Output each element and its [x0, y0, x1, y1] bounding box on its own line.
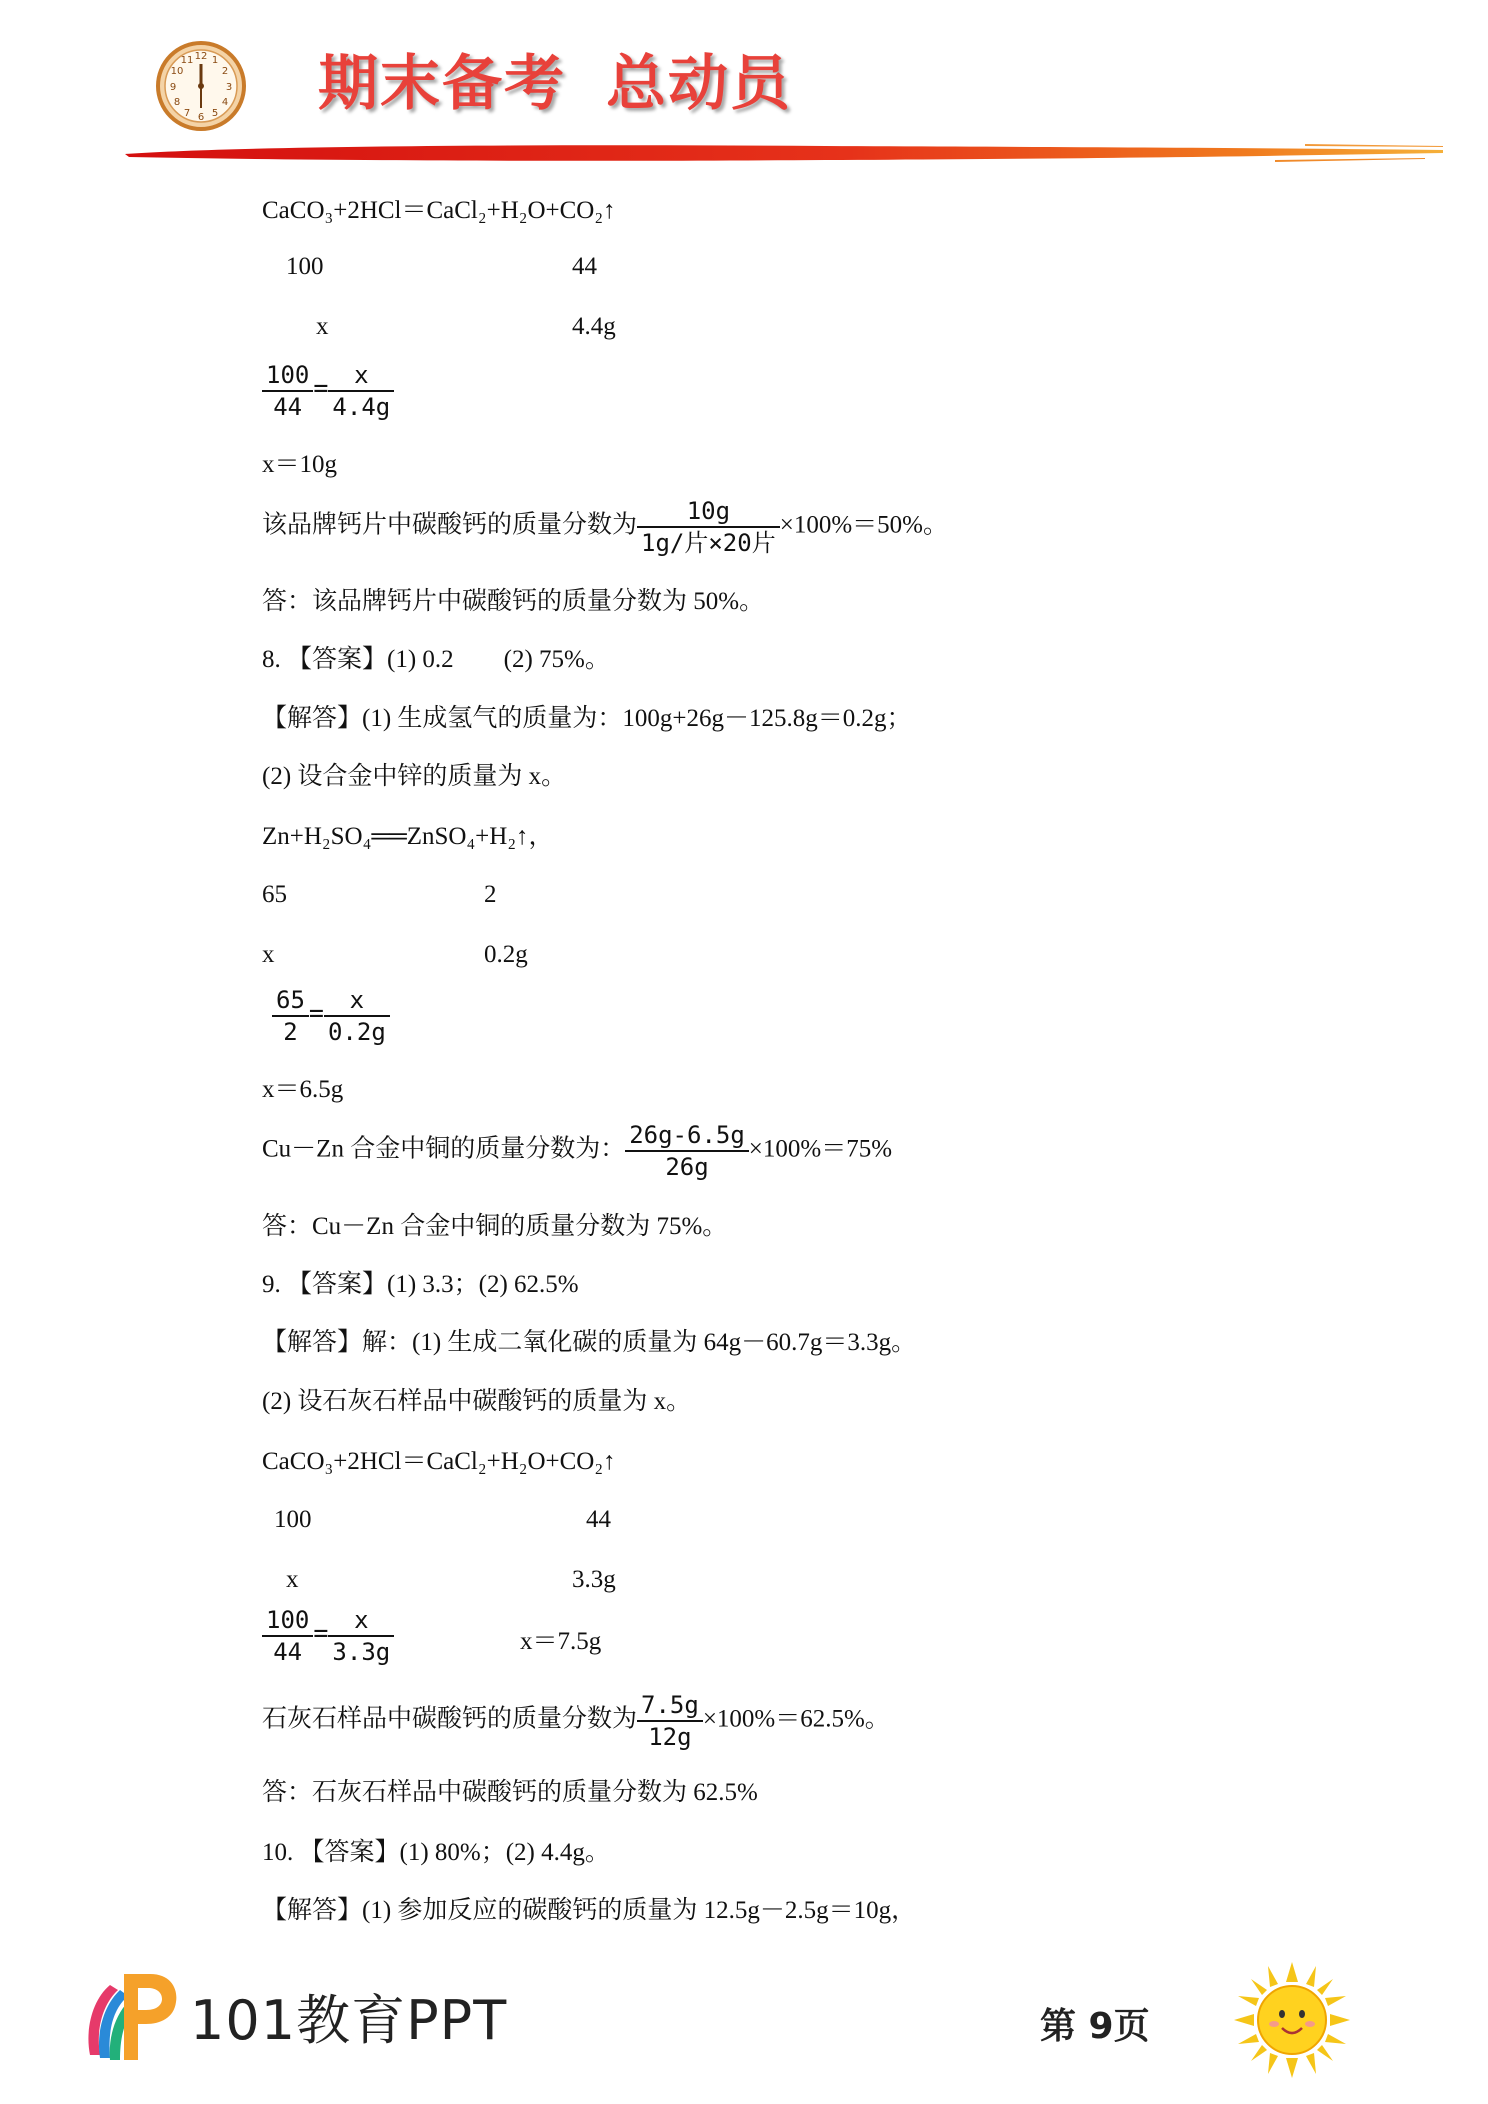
fraction-numerator: x — [354, 361, 369, 389]
fraction-denominator: 12g — [637, 1720, 703, 1752]
footer — [0, 1940, 1488, 2104]
percentage-result: ×100%＝62.5%。 — [702, 1705, 890, 1733]
solution-line: (2) 设合金中锌的质量为 x。 — [262, 763, 567, 790]
fraction-numerator: 100 — [266, 1606, 310, 1634]
clock-num: 12 — [194, 51, 208, 62]
question-answer: 9. 【答案】(1) 3.3；(2) 62.5% — [262, 1271, 579, 1298]
page-title — [318, 36, 792, 122]
clock-num: 6 — [197, 112, 205, 123]
page-number: 第 9页 — [1040, 2006, 1150, 2047]
solution-line: (2) 设石灰石样品中碳酸钙的质量为 x。 — [262, 1388, 692, 1415]
fraction-denominator: 2 — [272, 1015, 309, 1047]
ratio-value: 100 — [286, 253, 324, 280]
equals-sign: = — [308, 998, 324, 1028]
solution-line: 【解答】解：(1) 生成二氧化碳的质量为 64g－60.7g＝3.3g。 — [262, 1329, 917, 1356]
clock-num: 7 — [183, 108, 191, 119]
equals-sign: = — [313, 1618, 329, 1648]
ratio-value: x — [286, 1566, 299, 1593]
proportion-formula — [262, 1605, 394, 1667]
fraction-denominator: 0.2g — [324, 1015, 390, 1047]
equation-zn: Zn+H₂SO₄══ZnSO₄+H₂↑， — [262, 823, 554, 850]
fraction-denominator: 4.4g — [328, 390, 394, 422]
clock-num: 1 — [211, 55, 219, 66]
ratio-value: 44 — [572, 253, 597, 280]
percentage-line — [262, 496, 948, 558]
fraction-numerator: x — [349, 986, 365, 1014]
clock-num: 2 — [221, 66, 229, 77]
percentage-result: ×100%＝75% — [748, 1135, 893, 1163]
ratio-value: 0.2g — [484, 941, 528, 968]
clock-num: 5 — [211, 108, 219, 119]
equals-sign: = — [313, 373, 329, 403]
ratio-value: 4.4g — [572, 313, 616, 340]
brand-name: 101教育PPT — [190, 1989, 508, 2052]
fraction-numerator: 26g-6.5g — [629, 1121, 745, 1149]
percentage-line — [262, 1690, 890, 1752]
proportion-formula — [272, 985, 390, 1047]
title-part1: 期末备考 — [318, 49, 566, 119]
equation-caco3-2: CaCO₃+2HCl＝CaCl₂+H₂O+CO₂↑ — [262, 1448, 616, 1475]
question-answer: 10. 【答案】(1) 80%；(2) 4.4g。 — [262, 1839, 610, 1866]
clock-num: 9 — [169, 82, 177, 93]
clock-num: 8 — [173, 97, 181, 108]
clock-num: 4 — [221, 97, 229, 108]
answer-line: 答：Cu－Zn 合金中铜的质量分数为 75%。 — [262, 1213, 728, 1240]
clock-num: 10 — [170, 66, 184, 77]
sun-icon — [1232, 1960, 1352, 2080]
title-part2: 总动员 — [606, 49, 792, 119]
header — [0, 0, 1488, 170]
clock-num: 3 — [225, 82, 233, 93]
solution-line: 【解答】(1) 参加反应的碳酸钙的质量为 12.5g－2.5g＝10g， — [262, 1897, 917, 1924]
fraction-denominator: 44 — [262, 390, 313, 422]
percentage-label: 石灰石样品中碳酸钙的质量分数为 — [262, 1705, 638, 1733]
solution-line: 【解答】(1) 生成氢气的质量为：100g+26g－125.8g＝0.2g； — [262, 705, 912, 732]
fraction-numerator: 100 — [266, 361, 310, 389]
result-line: x＝6.5g — [262, 1076, 344, 1103]
ratio-value: 100 — [274, 1506, 312, 1533]
percentage-label: Cu－Zn 合金中铜的质量分数为： — [262, 1135, 626, 1163]
percentage-line — [262, 1120, 892, 1182]
percentage-label: 该品牌钙片中碳酸钙的质量分数为 — [262, 511, 638, 539]
ratio-value: 3.3g — [572, 1566, 616, 1593]
fraction-numerator: x — [354, 1606, 369, 1634]
question-answer: 8. 【答案】(1) 0.2 (2) 75%。 — [262, 646, 610, 673]
fraction-denominator: 3.3g — [328, 1635, 394, 1667]
result-line: x＝10g — [262, 451, 338, 478]
result-line: x＝7.5g — [520, 1628, 602, 1655]
fraction-denominator: 26g — [625, 1150, 749, 1182]
ratio-value: x — [316, 313, 329, 340]
fraction-numerator: 65 — [276, 986, 305, 1014]
header-brush-stroke — [125, 140, 1445, 166]
answer-line: 答：该品牌钙片中碳酸钙的质量分数为 50%。 — [262, 588, 765, 615]
clock-num: 11 — [180, 55, 194, 66]
fraction-numerator: 7.5g — [641, 1691, 699, 1719]
fraction-denominator: 1g/片×20片 — [637, 526, 780, 558]
percentage-result: ×100%＝50%。 — [779, 511, 948, 539]
brand-logo-icon — [80, 1960, 180, 2070]
proportion-formula — [262, 360, 394, 422]
fraction-numerator: 10g — [686, 497, 731, 525]
clock-icon — [155, 40, 247, 132]
equation-caco3-1: CaCO₃+2HCl＝CaCl₂+H₂O+CO₂↑ — [262, 197, 616, 224]
answer-line: 答：石灰石样品中碳酸钙的质量分数为 62.5% — [262, 1779, 758, 1806]
ratio-value: 2 — [484, 881, 497, 908]
ratio-value: 44 — [586, 1506, 611, 1533]
ratio-value: 65 — [262, 881, 287, 908]
fraction-denominator: 44 — [262, 1635, 313, 1667]
ratio-value: x — [262, 941, 275, 968]
